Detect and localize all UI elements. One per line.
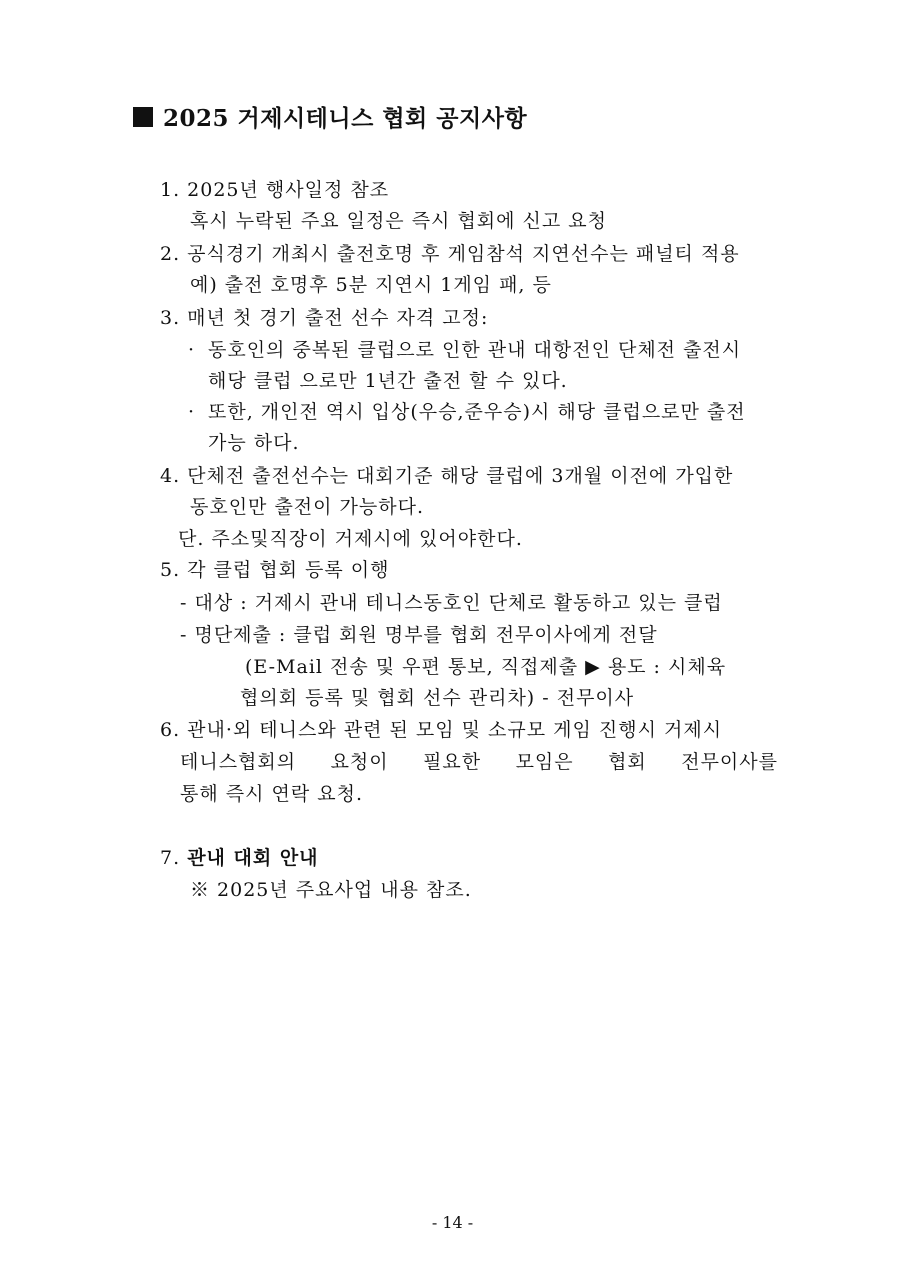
bullet-dot-icon: · (188, 401, 195, 423)
item-5-submission-method: (E-Mail 전송 및 우편 통보, 직접제출 ▶ 용도 : 시체육 (245, 656, 727, 678)
item-3-bullet-2-line-1: 또한, 개인전 역시 입상(우승,준우승)시 해당 클럽으로만 출전 (208, 401, 746, 423)
item-4-line-2: 동호인만 출전이 가능하다. (190, 496, 425, 518)
square-bullet-icon (133, 107, 153, 127)
item-4-note: 단. 주소및직장이 거제시에 있어야한다. (178, 528, 523, 550)
page-number: - 14 - (431, 1213, 474, 1232)
item-6-word: 테니스협회의 (180, 751, 297, 773)
item-6-word: 협회 (608, 751, 647, 773)
item-6-word: 전무이사를 (681, 751, 778, 773)
item-3-heading: 3. 매년 첫 경기 출전 선수 자격 고정: (160, 307, 489, 329)
item-2-heading: 2. 공식경기 개최시 출전호명 후 게임참석 지연선수는 패널티 적용 (160, 243, 740, 265)
bullet-dot-icon: · (188, 339, 195, 361)
item-6-word: 모임은 (515, 751, 574, 773)
item-3-bullet-1-line-1: 동호인의 중복된 클럽으로 인한 관내 대항전인 단체전 출전시 (208, 339, 742, 361)
item-6-word: 필요한 (423, 751, 482, 773)
item-6-heading: 6. 관내·외 테니스와 관련 된 모임 및 소규모 게임 진행시 거제시 (160, 719, 723, 741)
item-7-heading (160, 844, 319, 872)
item-7-number: 7. (160, 847, 181, 869)
item-3-bullet-1-line-2: 해당 클럽 으로만 1년간 출전 할 수 있다. (208, 370, 568, 392)
item-6-word: 요청이 (330, 751, 389, 773)
item-5-heading: 5. 각 클럽 협회 등록 이행 (160, 559, 390, 581)
item-7-title: 관내 대회 안내 (187, 847, 319, 869)
item-5-target: - 대상 : 거제시 관내 테니스동호인 단체로 활동하고 있는 클럽 (180, 592, 723, 614)
item-6-line-2 (180, 748, 778, 776)
item-5-submission: - 명단제출 : 클럽 회원 명부를 협회 전무이사에게 전달 (180, 624, 658, 646)
item-6-line-3: 통해 즉시 연락 요청. (180, 783, 363, 805)
item-1-detail: 혹시 누락된 주요 일정은 즉시 협회에 신고 요청 (190, 210, 608, 232)
item-5-submission-purpose: 협의회 등록 및 협회 선수 관리차) - 전무이사 (240, 687, 635, 709)
item-4-heading: 4. 단체전 출전선수는 대회기준 해당 클럽에 3개월 이전에 가입한 (160, 465, 734, 487)
page-title (133, 100, 527, 133)
item-2-example: 예) 출전 호명후 5분 지연시 1게임 패, 등 (190, 274, 552, 296)
item-1-heading: 1. 2025년 행사일정 참조 (160, 179, 390, 201)
page-title-text: 2025 거제시테니스 협회 공지사항 (163, 105, 528, 132)
item-7-reference: ※ 2025년 주요사업 내용 참조. (190, 879, 472, 901)
item-3-bullet-2-line-2: 가능 하다. (208, 432, 300, 454)
